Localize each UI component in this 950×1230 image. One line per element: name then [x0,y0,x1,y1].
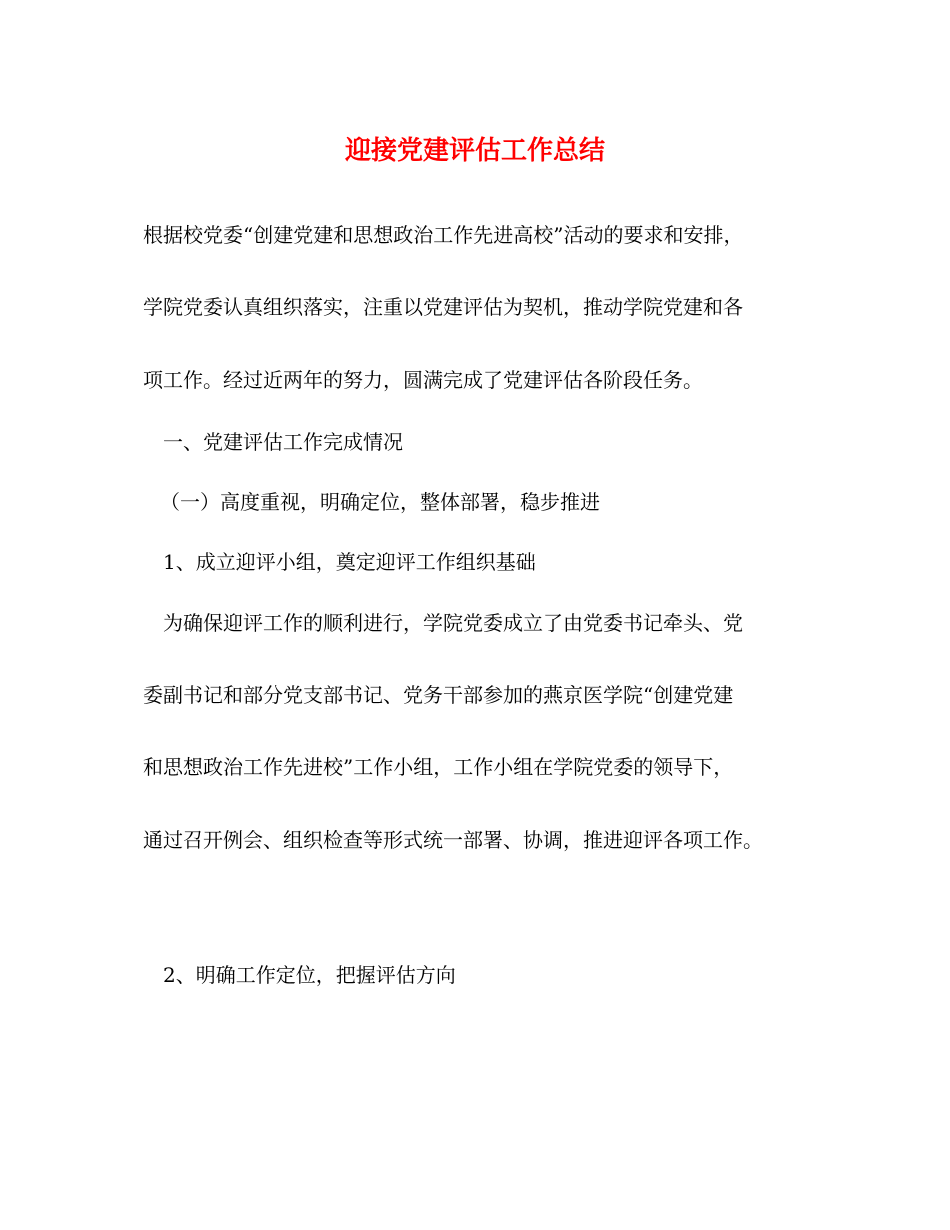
body-line: 项工作。经过近两年的努力，圆满完成了党建评估各阶段任务。 [143,368,703,392]
item-heading: 2、明确工作定位，把握评估方向 [163,963,456,987]
item-heading: 1、成立迎评小组，奠定迎评工作组织基础 [163,550,536,574]
body-line: 为确保迎评工作的顺利进行，学院党委成立了由党委书记牵头、党 [163,611,743,635]
body-line: 通过召开例会、组织检查等形式统一部署、协调，推进迎评各项工作。 [143,828,763,852]
body-line: 委副书记和部分党支部书记、党务干部参加的燕京医学院“创建党建 [143,683,734,707]
body-line: 和思想政治工作先进校”工作小组，工作小组在学院党委的领导下， [143,755,734,779]
section-heading: 一、党建评估工作完成情况 [163,430,403,454]
subsection-heading: （一）高度重视，明确定位，整体部署，稳步推进 [160,490,600,514]
body-line: 根据校党委“创建党建和思想政治工作先进高校”活动的要求和安排， [143,223,744,247]
document-title: 迎接党建评估工作总结 [344,136,605,166]
body-line: 学院党委认真组织落实，注重以党建评估为契机，推动学院党建和各 [143,295,743,319]
